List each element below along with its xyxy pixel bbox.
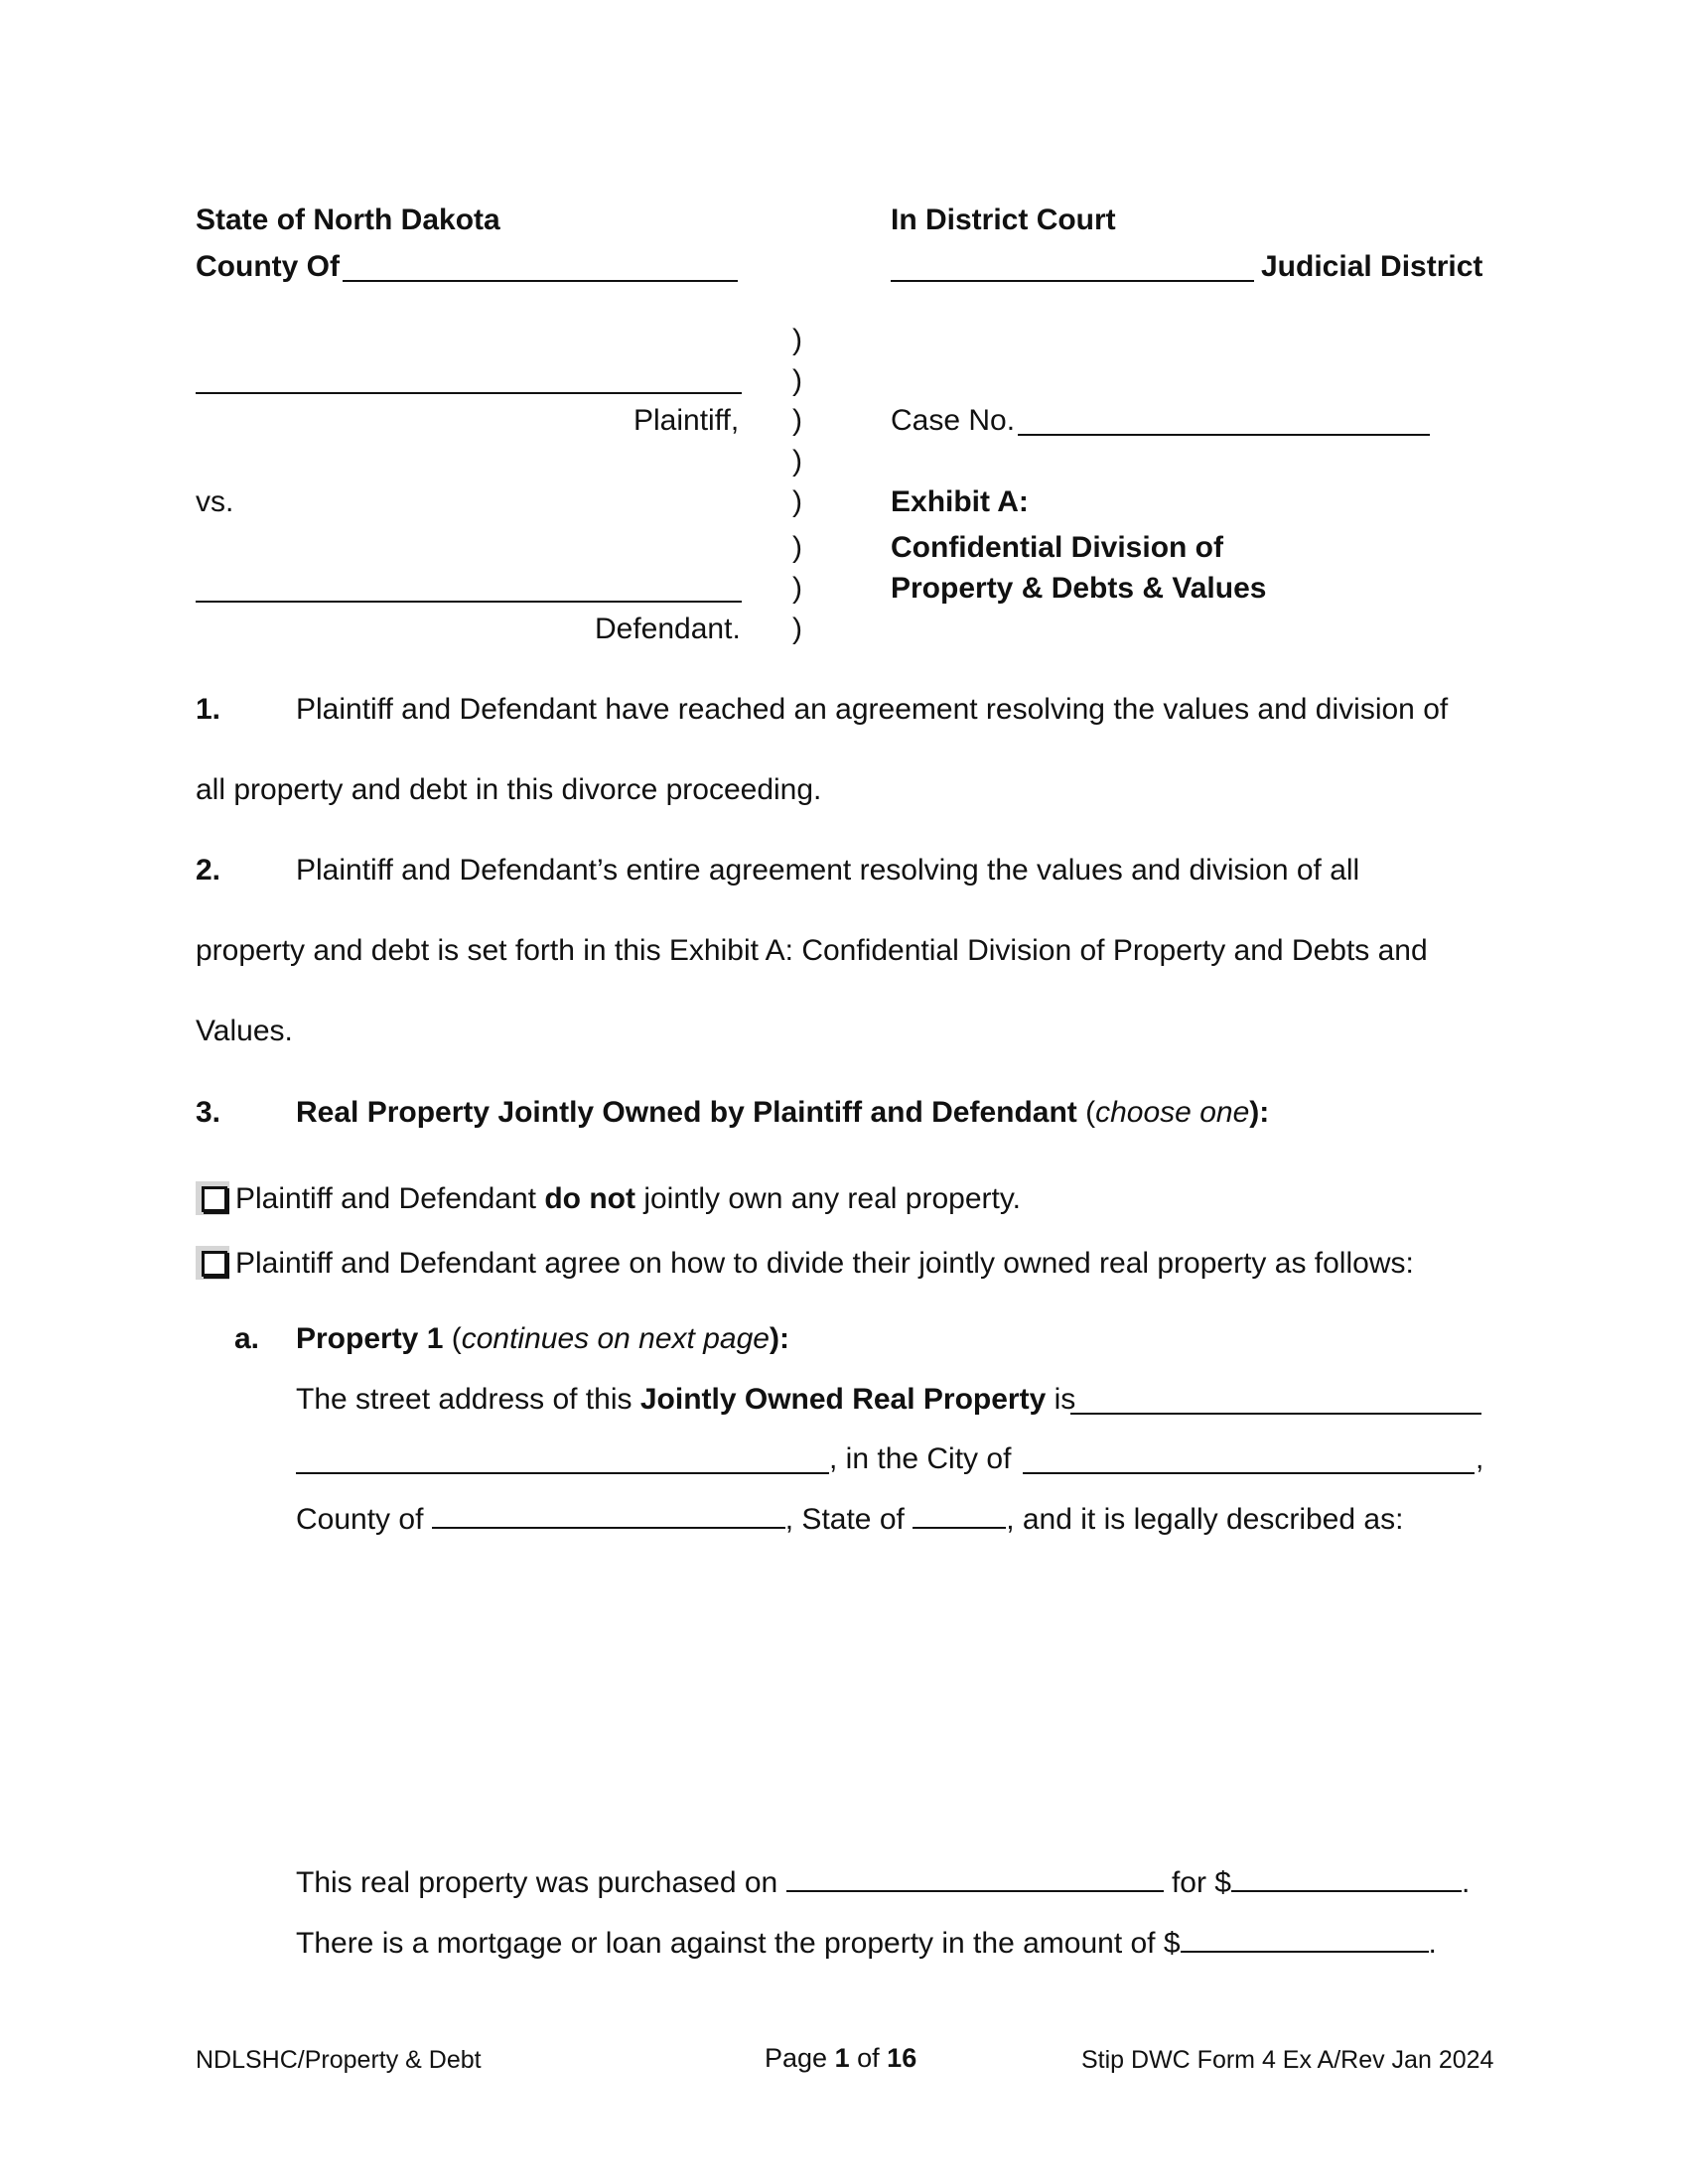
defendant-label: Defendant. (595, 613, 741, 645)
purchase-price-label: for $ (1171, 1866, 1231, 1899)
paragraph-2-line2: property and debt is set forth in this Exhibit A: Confidential Division of Property and Debts and (196, 934, 1428, 967)
option2-text: Plaintiff and Defendant agree on how to divide their jointly owned real property as follows: (235, 1247, 1414, 1280)
paragraph-1-line1 (196, 695, 1448, 725)
purchase-date-field[interactable] (786, 1868, 1164, 1892)
plaintiff-name-field[interactable] (196, 392, 742, 394)
judicial-district-label: Judicial District (1261, 250, 1483, 283)
mortgage-line (296, 1929, 1437, 1959)
paragraph-2-number: 2. (196, 854, 221, 887)
page-current: 1 (834, 2043, 850, 2073)
street-address-sentence (296, 1385, 1075, 1415)
caption-paren: ) (792, 445, 802, 478)
mortgage-amount-label: There is a mortgage or loan against the property in the amount of $ (296, 1927, 1181, 1960)
state-name: State of North Dakota (196, 204, 500, 236)
defendant-name-field[interactable] (196, 601, 742, 603)
county-line (296, 1505, 1403, 1535)
purchase-date-label: This real property was purchased on (296, 1866, 778, 1899)
property-county-label: County of (296, 1503, 424, 1536)
paragraph-2-line1 (196, 856, 1359, 886)
continues-note: continues on next page (461, 1322, 770, 1355)
paragraph-3-title: Real Property Jointly Owned by Plaintiff and Defendant (296, 1096, 1077, 1129)
property-1-open-paren: ( (443, 1322, 462, 1355)
page-number (765, 2045, 916, 2072)
property-state-label: , State of (784, 1503, 905, 1536)
option1-text-bold: do not (544, 1182, 635, 1215)
city-label: , in the City of (829, 1442, 1012, 1475)
property-1-title: Property 1 (296, 1322, 444, 1355)
page-total: 16 (887, 2043, 917, 2073)
court-name: In District Court (891, 204, 1116, 236)
vs-label: vs. (196, 485, 234, 518)
case-no-field[interactable] (1018, 434, 1430, 436)
property-1-heading (296, 1324, 789, 1354)
case-no-label: Case No. (891, 404, 1016, 437)
property-state-field[interactable] (913, 1505, 1006, 1529)
street-address-field[interactable] (1070, 1413, 1481, 1415)
paragraph-3-heading (196, 1098, 1269, 1128)
caption-paren: ) (792, 485, 802, 518)
footer-right: Stip DWC Form 4 Ex A/Rev Jan 2024 (1081, 2046, 1494, 2074)
checkbox-no-real-property[interactable] (196, 1181, 229, 1215)
paragraph-1-number: 1. (196, 693, 221, 726)
footer-left: NDLSHC/Property & Debt (196, 2046, 482, 2074)
choose-one-note: choose one (1095, 1096, 1250, 1129)
property-1-close: ): (769, 1322, 789, 1355)
county-label: County Of (196, 250, 340, 283)
county-field[interactable] (343, 280, 738, 282)
plaintiff-label: Plaintiff, (633, 404, 740, 437)
street-address-post: is (1046, 1383, 1076, 1416)
judicial-district-field[interactable] (891, 280, 1254, 282)
option1-text-pre: Plaintiff and Defendant (235, 1182, 545, 1215)
paragraph-1-text: Plaintiff and Defendant have reached an agreement resolving the values and division of (296, 693, 1449, 726)
caption-paren: ) (792, 364, 802, 397)
paragraph-3-number: 3. (196, 1096, 221, 1129)
paragraph-2-text: Plaintiff and Defendant’s entire agreement resolving the values and division of all (296, 854, 1360, 887)
city-field[interactable] (1023, 1472, 1475, 1474)
caption-paren: ) (792, 531, 802, 564)
street-address-continued-field[interactable] (296, 1472, 829, 1474)
exhibit-title: Exhibit A: (891, 485, 1029, 518)
caption-paren: ) (792, 613, 802, 645)
street-address-bold: Jointly Owned Real Property (639, 1383, 1047, 1416)
exhibit-subtitle-line1: Confidential Division of (891, 531, 1223, 564)
property-1-letter: a. (234, 1322, 260, 1355)
city-comma: , (1476, 1442, 1484, 1475)
caption-paren: ) (792, 572, 802, 605)
caption-paren: ) (792, 324, 802, 356)
paragraph-3-close: ): (1249, 1096, 1270, 1129)
purchase-line (296, 1868, 1470, 1898)
street-address-pre: The street address of this (296, 1383, 640, 1416)
property-county-field[interactable] (432, 1505, 785, 1529)
purchase-price-field[interactable] (1231, 1868, 1462, 1892)
checkbox-divide-real-property[interactable] (196, 1246, 229, 1280)
purchase-period: . (1461, 1866, 1471, 1899)
exhibit-subtitle-line2: Property & Debts & Values (891, 572, 1267, 605)
paragraph-3-open-paren: ( (1076, 1096, 1096, 1129)
paragraph-2-line3: Values. (196, 1015, 293, 1047)
option-no-real-property (196, 1181, 1021, 1215)
legal-description-label: , and it is legally described as: (1006, 1503, 1404, 1536)
option-divide-real-property (196, 1246, 1414, 1280)
paragraph-1-line2: all property and debt in this divorce proceeding. (196, 773, 822, 806)
page-of: of (857, 2043, 880, 2073)
caption-paren: ) (792, 404, 802, 437)
page-word: Page (765, 2043, 828, 2073)
mortgage-period: . (1428, 1927, 1437, 1960)
option1-text-post: jointly own any real property. (634, 1182, 1021, 1215)
mortgage-amount-field[interactable] (1181, 1929, 1429, 1953)
